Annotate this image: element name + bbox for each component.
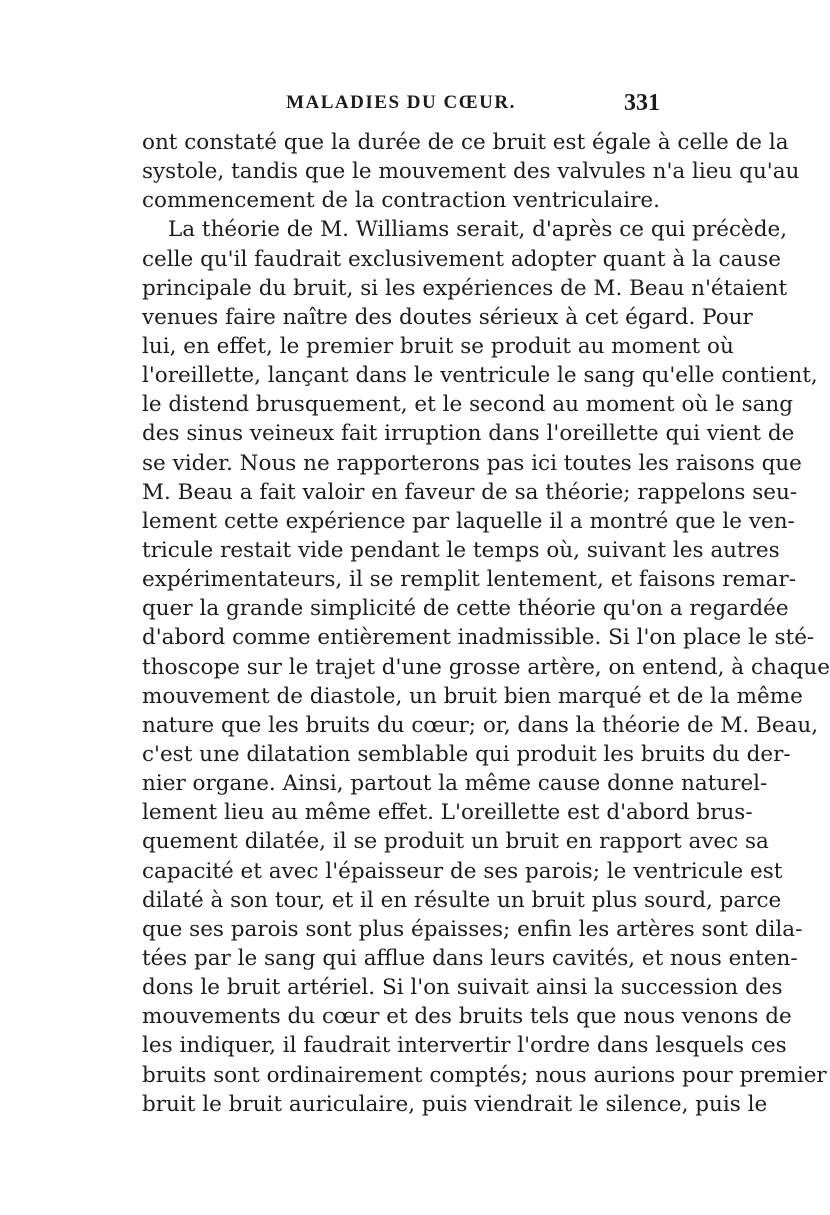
- text-line: le distend brusquement, et le second au moment où le sang: [142, 392, 794, 418]
- running-title: MALADIES DU CŒUR.: [286, 92, 516, 113]
- text-line: dilaté à son tour, et il en résulte un bruit plus sourd, parce: [142, 887, 782, 913]
- text-line: bruit le bruit auriculaire, puis viendrait le silence, puis le: [142, 1091, 768, 1117]
- text-line: les indiquer, il faudrait intervertir l'ordre dans lesquels ces: [142, 1033, 787, 1059]
- text-line: thoscope sur le trajet d'une grosse artère, on entend, à chaque: [142, 654, 830, 680]
- text-line: nier organe. Ainsi, partout la même cause donne naturel-: [142, 771, 768, 797]
- text-line: quement dilatée, il se produit un bruit en rapport avec sa: [142, 829, 769, 855]
- text-line: bruits sont ordinairement comptés; nous aurions pour premier: [142, 1062, 827, 1088]
- text-line: dons le bruit artériel. Si l'on suivait ainsi la succession des: [142, 975, 783, 1001]
- text-line: M. Beau a fait valoir en faveur de sa théorie; rappelons seu-: [142, 479, 798, 505]
- text-line: lement lieu au même effet. L'oreillette est d'abord brus-: [142, 800, 753, 826]
- text-line: d'abord comme entièrement inadmissible. Si l'on place le sté-: [142, 625, 815, 651]
- page-number: 331: [624, 90, 660, 116]
- text-line: commencement de la contraction ventriculaire.: [142, 188, 660, 214]
- text-line: principale du bruit, si les expériences de M. Beau n'étaient: [142, 275, 788, 301]
- text-line: ont constaté que la durée de ce bruit est égale à celle de la: [142, 130, 789, 155]
- text-line: tricule restait vide pendant le temps où, suivant les autres: [142, 537, 780, 563]
- text-line: celle qu'il faudrait exclusivement adopter quant à la cause: [142, 246, 781, 272]
- text-line: mouvement de diastole, un bruit bien marqué et de la même: [142, 683, 803, 709]
- text-line: c'est une dilatation semblable qui produit les bruits du der-: [142, 741, 791, 767]
- text-line: des sinus veineux fait irruption dans l'oreillette qui vient de: [142, 421, 795, 447]
- text-line: tées par le sang qui afflue dans leurs cavités, et nous enten-: [142, 945, 798, 971]
- running-head: [142, 92, 660, 122]
- body-text: [142, 128, 830, 1119]
- text-line: se vider. Nous ne rapporterons pas ici toutes les raisons que: [142, 450, 802, 476]
- text-line: l'oreillette, lançant dans le ventricule le sang qu'elle contient,: [142, 363, 818, 389]
- text-line: lui, en effet, le premier bruit se produit au moment où: [142, 333, 734, 359]
- text-line: quer la grande simplicité de cette théorie qu'on a regardée: [142, 596, 789, 622]
- text-line: venues faire naître des doutes sérieux à cet égard. Pour: [142, 304, 753, 330]
- text-line: mouvements du cœur et des bruits tels que nous venons de: [142, 1004, 792, 1030]
- text-line: lement cette expérience par laquelle il a montré que le ven-: [142, 508, 795, 534]
- text-line: systole, tandis que le mouvement des valvules n'a lieu qu'au: [142, 159, 800, 185]
- text-line: nature que les bruits du cœur; or, dans la théorie de M. Beau,: [142, 712, 819, 738]
- text-line: expérimentateurs, il se remplit lentement, et faisons remar-: [142, 567, 797, 593]
- text-line: que ses parois sont plus épaisses; enfin les artères sont dila-: [142, 916, 803, 942]
- text-line: capacité et avec l'épaisseur de ses parois; le ventricule est: [142, 858, 783, 884]
- text-line: La théorie de M. Williams serait, d'après ce qui précède,: [168, 217, 788, 243]
